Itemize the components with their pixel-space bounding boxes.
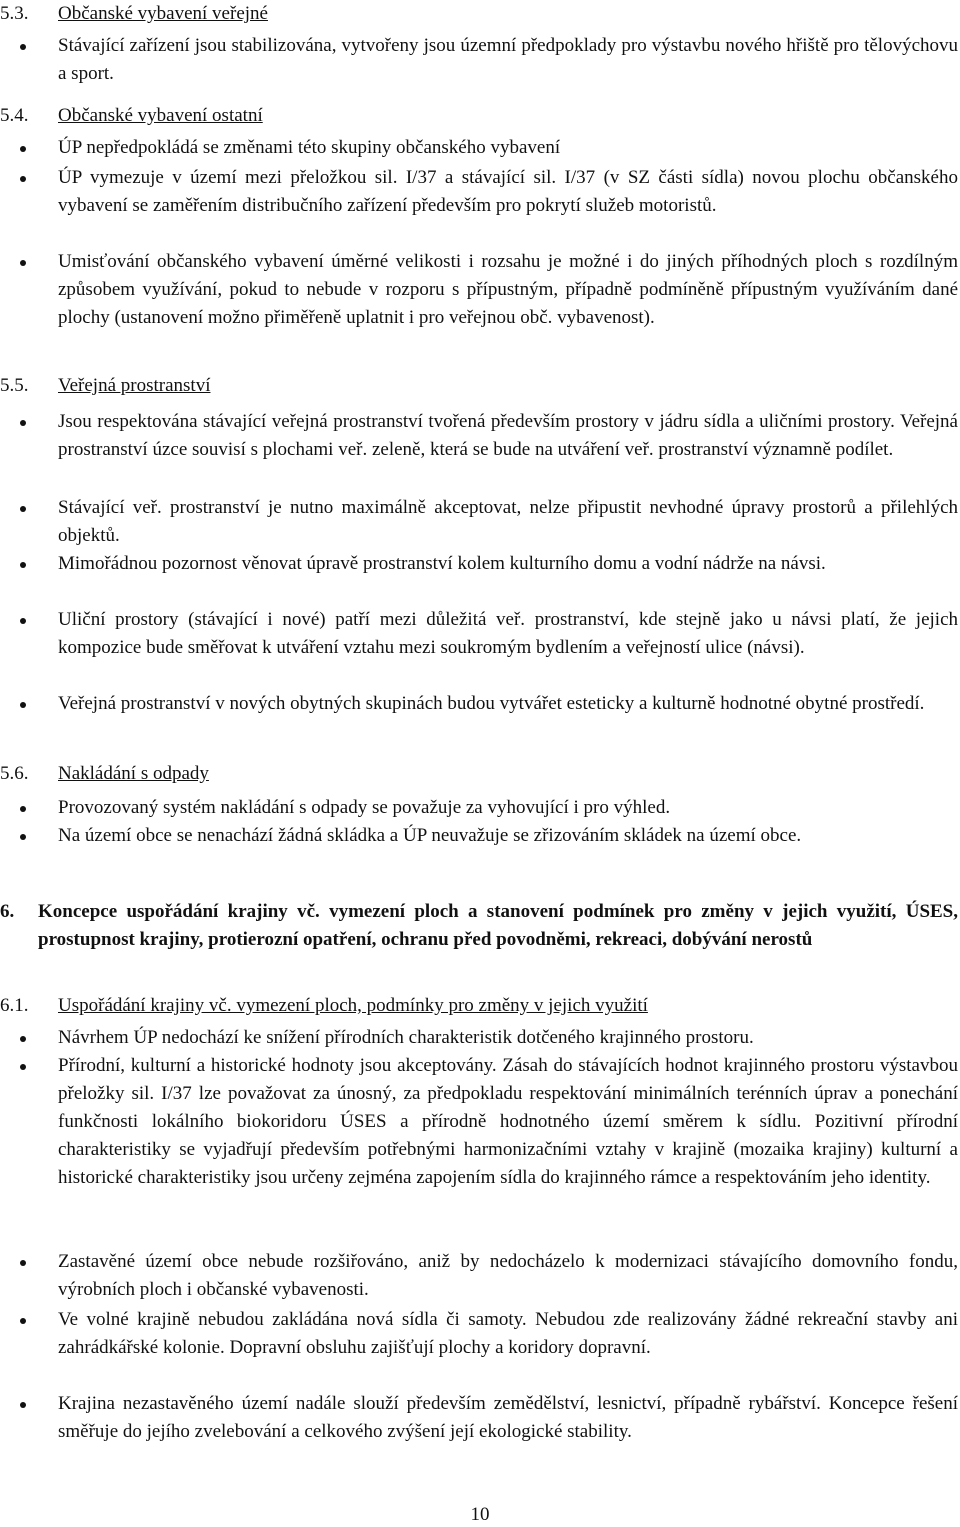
list-item-text: Uliční prostory (stávající i nové) patří mezi důležitá veř. prostranství, kde stejně jako u návsi platí, že jejich kompozice bude směřovat k utváření vztahu mezi soukromým bydlením a veřejností ulice (návsi). <box>58 609 958 658</box>
list-item <box>58 1390 958 1446</box>
list-item-text: Umisťování občanského vybavení úměrné velikosti i rozsahu je možné i do jiných příhodných ploch s rozdílným způsobem využívání, pokud to nebude v rozporu s přípustným, případně podmíněně přípustným využíváním dané plochy (ustanovení možno přiměřeně uplatnit i pro veřejnou obč. vybavenost). <box>58 251 958 328</box>
list-item <box>58 408 958 464</box>
section-title: Občanské vybavení ostatní <box>58 105 263 126</box>
list-item-text: Na území obce se nenachází žádná skládka a ÚP neuvažuje se zřizováním skládek na území obce. <box>58 825 802 846</box>
chapter-number: 6. <box>0 901 15 922</box>
list-item <box>58 1052 958 1192</box>
bullet-icon <box>20 1024 34 1052</box>
bullet-icon <box>20 494 34 522</box>
list-item-text: Mimořádnou pozornost věnovat úpravě prostranství kolem kulturního domu a vodní nádrže na návsi. <box>58 553 826 574</box>
list-item-text: ÚP nepředpokládá se změnami této skupiny občanského vybavení <box>58 137 561 158</box>
bullet-icon <box>20 606 34 634</box>
list-item <box>58 822 958 850</box>
list-item <box>58 134 958 162</box>
list-item <box>58 794 958 822</box>
section-title: Nakládání s odpady <box>58 763 209 784</box>
list-item-text: Zastavěné území obce nebude rozšiřováno, aniž by nedocházelo k modernizaci stávajícího domovního fondu, výrobních ploch i občanské vybavenosti. <box>58 1251 958 1300</box>
bullet-icon <box>20 164 34 192</box>
section-number: 5.4. <box>0 105 29 126</box>
section-title: Občanské vybavení veřejné <box>58 3 268 24</box>
list-item-text: Provozovaný systém nakládání s odpady se považuje za vyhovující i pro výhled. <box>58 797 671 818</box>
section-number: 5.3. <box>0 3 29 24</box>
bullet-icon <box>20 822 34 850</box>
list-item-text: Stávající zařízení jsou stabilizována, vytvořeny jsou územní předpoklady pro výstavbu nového hřiště pro tělovýchovu a sport. <box>58 35 958 84</box>
list-item-text: Přírodní, kulturní a historické hodnoty jsou akceptovány. Zásah do stávajících hodnot krajinného prostoru výstavbou přeložky sil. I/37 lze považovat za únosný, za předpokladu respektování minimálních terénních úprav a ponechání funkčnosti lokálního biokoridoru ÚSES a přírodně hodnotného území směrem k sídlu. Pozitivní přírodní charakteristiky se vyjadřují především potřebnými harmonizačními vztahy v krajině (mozaika krajiny) kulturní a historické charakteristiky jsou určeny zejména zapojením sídla do krajinného rámce a respektováním jeho identity. <box>58 1055 958 1188</box>
bullet-icon <box>20 1306 34 1334</box>
section-number: 5.6. <box>0 763 29 784</box>
list-item <box>58 164 958 220</box>
list-item-text: Jsou respektována stávající veřejná prostranství tvořená především prostory v jádru sídla a uličními prostory. Veřejná prostranství úzce souvisí s plochami veř. zeleně, která se bude na utváření veř. prostranství významně podílet. <box>58 411 958 460</box>
list-item <box>58 606 958 662</box>
list-item <box>58 1024 958 1052</box>
list-item <box>58 248 958 332</box>
bullet-icon <box>20 32 34 60</box>
list-item-text: Ve volné krajině nebudou zakládána nová sídla či samoty. Nebudou zde realizovány žádné rekreační stavby ani zahrádkářské kolonie. Dopravní obsluhu zajišťují plochy a koridory dopravní. <box>58 1309 958 1358</box>
bullet-icon <box>20 134 34 162</box>
bullet-icon <box>20 1052 34 1080</box>
list-item <box>58 550 958 578</box>
section-number: 6.1. <box>0 995 29 1016</box>
chapter-heading-6 <box>0 898 960 954</box>
section-title: Uspořádání krajiny vč. vymezení ploch, podmínky pro změny v jejich využití <box>58 995 648 1016</box>
bullet-icon <box>20 550 34 578</box>
list-item <box>58 494 958 550</box>
list-item <box>58 690 958 718</box>
list-item-text: Stávající veř. prostranství je nutno maximálně akceptovat, nelze připustit nevhodné úpravy prostorů a přilehlých objektů. <box>58 497 958 546</box>
chapter-title: Koncepce uspořádání krajiny vč. vymezení ploch a stanovení podmínek pro změny v jejich využití, ÚSES, prostupnost krajiny, protierozní opatření, ochranu před povodněmi, rekreaci, dobývání nerostů <box>38 901 958 950</box>
list-item-text: Krajina nezastavěného území nadále slouží především zemědělství, lesnictví, případně rybářství. Koncepce řešení směřuje do jejího zvelebování a celkového zvýšení její ekologické stability. <box>58 1393 958 1442</box>
list-item <box>58 32 958 88</box>
bullet-icon <box>20 408 34 436</box>
list-item-text: Veřejná prostranství v nových obytných skupinách budou vytvářet esteticky a kulturně hodnotné obytné prostředí. <box>58 693 925 714</box>
bullet-icon <box>20 1390 34 1418</box>
section-title: Veřejná prostranství <box>58 375 211 396</box>
page-number: 10 <box>470 1504 490 1525</box>
section-number: 5.5. <box>0 375 29 396</box>
bullet-icon <box>20 248 34 276</box>
list-item <box>58 1248 958 1304</box>
bullet-icon <box>20 690 34 718</box>
list-item-text: ÚP vymezuje v území mezi přeložkou sil. I/37 a stávající sil. I/37 (v SZ části sídla) novou plochu občanského vybavení se zaměřením distribučního zařízení především pro pokrytí služeb motoristů. <box>58 167 958 216</box>
list-item <box>58 1306 958 1362</box>
bullet-icon <box>20 1248 34 1276</box>
list-item-text: Návrhem ÚP nedochází ke snížení přírodních charakteristik dotčeného krajinného prostoru. <box>58 1027 754 1048</box>
bullet-icon <box>20 794 34 822</box>
